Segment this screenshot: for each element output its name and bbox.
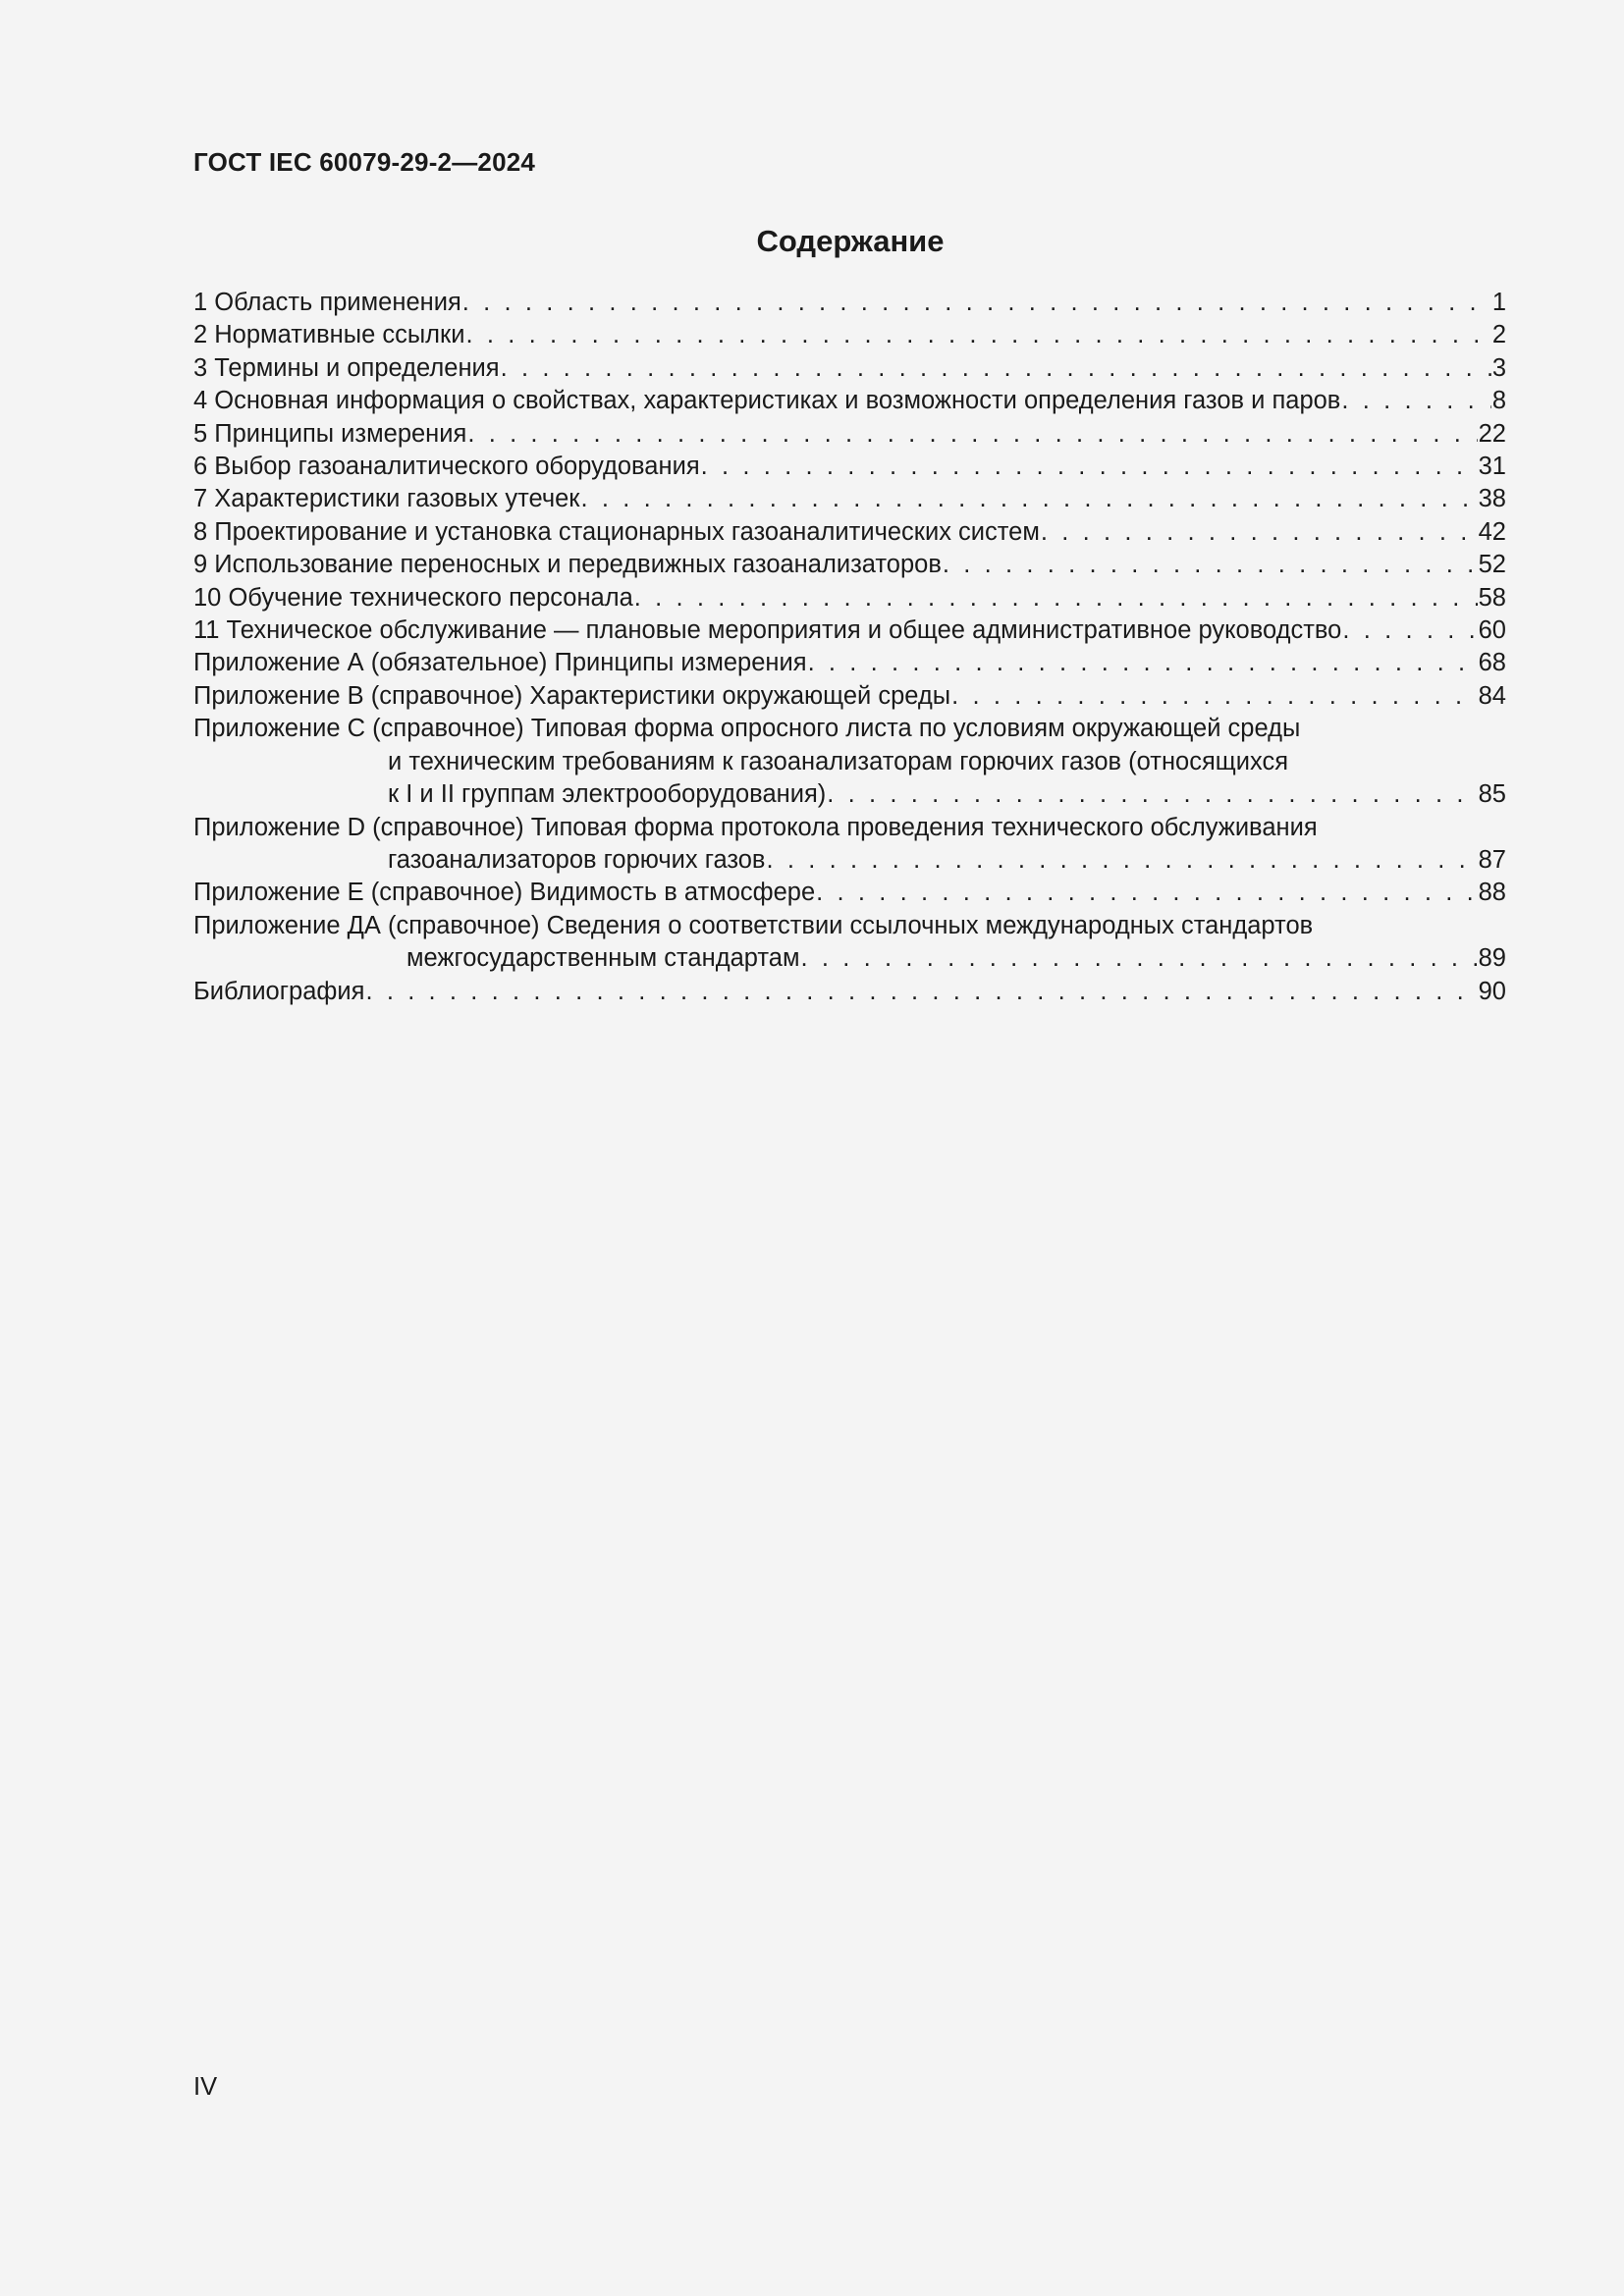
- leader-dots: [580, 483, 1477, 515]
- toc-entry-text: Приложение А (обязательное) Принципы измерения: [193, 649, 807, 677]
- toc-entry-page: 89: [1478, 944, 1506, 973]
- toc-entry[interactable]: [193, 451, 1506, 483]
- toc-entry[interactable]: [193, 418, 1506, 451]
- toc-entry-text: и техническим требованиям к газоанализаторам горючих газов (относящихся: [388, 747, 1289, 775]
- leader-dots: [816, 877, 1477, 909]
- toc-title: Содержание: [756, 224, 945, 258]
- leader-dots: [1041, 516, 1478, 549]
- toc-entry[interactable]: [193, 713, 1506, 811]
- toc-entry-text: Приложение В (справочное) Характеристики окружающей среды: [193, 681, 951, 710]
- toc-entry[interactable]: [193, 910, 1506, 976]
- toc-entry-text: Приложение С (справочное) Типовая форма опросного листа по условиям окружающей среды: [193, 715, 1301, 743]
- toc-entry-text: 3 Термины и определения: [193, 353, 500, 382]
- toc-entry-text: межгосударственным стандартам: [406, 944, 800, 973]
- toc-entry[interactable]: [193, 352, 1506, 385]
- toc-entry-page: 2: [1491, 321, 1506, 349]
- toc-entry-text: 2 Нормативные ссылки: [193, 321, 465, 349]
- toc-entry-page: 85: [1478, 780, 1506, 809]
- leader-dots: [467, 418, 1477, 451]
- toc-entry-page: 3: [1491, 353, 1506, 382]
- toc-entry-page: 90: [1478, 977, 1506, 1005]
- leader-dots: [634, 582, 1478, 614]
- toc-entry-text: Приложение ДА (справочное) Сведения о соответствии ссылочных международных стандартов: [193, 911, 1314, 939]
- toc-entry-text: 6 Выбор газоаналитического оборудования: [193, 453, 700, 481]
- toc-entry-text: 11 Техническое обслуживание — плановые мероприятия и общее административное руководство: [193, 616, 1342, 645]
- toc-entry[interactable]: [193, 812, 1506, 878]
- toc-entry-page: 58: [1478, 583, 1506, 612]
- toc-entry-page: 42: [1478, 517, 1506, 546]
- toc-entry-text: 4 Основная информация о свойствах, характеристиках и возможности определения газов и паров: [193, 387, 1341, 415]
- toc-entry[interactable]: [193, 287, 1506, 319]
- toc-entry[interactable]: [193, 385, 1506, 417]
- toc-entry-text: 9 Использование переносных и передвижных газоанализаторов: [193, 551, 942, 579]
- toc-entry[interactable]: [193, 680, 1506, 713]
- leader-dots: [701, 451, 1478, 483]
- toc-entry[interactable]: [193, 549, 1506, 581]
- toc-entry-text: Приложение Е (справочное) Видимость в атмосфере: [193, 879, 816, 907]
- toc-entry-text: Приложение D (справочное) Типовая форма протокола проведения технического обслуживания: [193, 813, 1318, 841]
- leader-dots: [943, 549, 1478, 581]
- toc-entry-text: 5 Принципы измерения: [193, 419, 467, 448]
- toc-entry-page: 8: [1491, 387, 1506, 415]
- toc-entry-text: к I и II группам электрооборудования): [388, 780, 827, 809]
- leader-dots: [501, 352, 1491, 385]
- leader-dots: [365, 976, 1477, 1008]
- leader-dots: [465, 319, 1490, 351]
- leader-dots: [808, 647, 1478, 679]
- toc-entry-page: 84: [1478, 681, 1506, 710]
- leader-dots: [827, 778, 1477, 811]
- toc-entry[interactable]: [193, 976, 1506, 1008]
- toc-entry-text: 1 Область применения: [193, 289, 461, 316]
- leader-dots: [766, 844, 1477, 877]
- toc-entry-text: 7 Характеристики газовых утечек: [193, 485, 580, 513]
- table-of-contents: [193, 287, 1506, 1008]
- leader-dots: [1342, 614, 1477, 647]
- leader-dots: [951, 680, 1478, 713]
- toc-entry-page: 88: [1478, 879, 1506, 907]
- leader-dots: [462, 287, 1491, 319]
- leader-dots: [800, 942, 1477, 975]
- toc-entry[interactable]: [193, 877, 1506, 909]
- toc-entry-text: 8 Проектирование и установка стационарных газоаналитических систем: [193, 517, 1040, 546]
- document-code: ГОСТ IEC 60079-29-2—2024: [193, 147, 536, 177]
- toc-entry[interactable]: [193, 582, 1506, 614]
- toc-entry-text: Библиография: [193, 977, 365, 1005]
- page-number: IV: [193, 2073, 218, 2101]
- toc-entry[interactable]: [193, 647, 1506, 679]
- toc-entry[interactable]: [193, 614, 1506, 647]
- toc-entry-page: 60: [1478, 616, 1506, 645]
- toc-entry-page: 68: [1478, 649, 1506, 677]
- toc-entry-page: 1: [1491, 289, 1506, 316]
- toc-entry-page: 52: [1478, 551, 1506, 579]
- toc-entry-page: 38: [1478, 485, 1506, 513]
- toc-entry-page: 31: [1478, 453, 1506, 481]
- toc-entry-page: 87: [1478, 845, 1506, 874]
- toc-entry[interactable]: [193, 319, 1506, 351]
- toc-entry[interactable]: [193, 483, 1506, 515]
- toc-entry-text: 10 Обучение технического персонала: [193, 583, 633, 612]
- toc-entry[interactable]: [193, 516, 1506, 549]
- toc-entry-page: 22: [1478, 419, 1506, 448]
- toc-entry-text: газоанализаторов горючих газов: [388, 845, 766, 874]
- leader-dots: [1341, 385, 1490, 417]
